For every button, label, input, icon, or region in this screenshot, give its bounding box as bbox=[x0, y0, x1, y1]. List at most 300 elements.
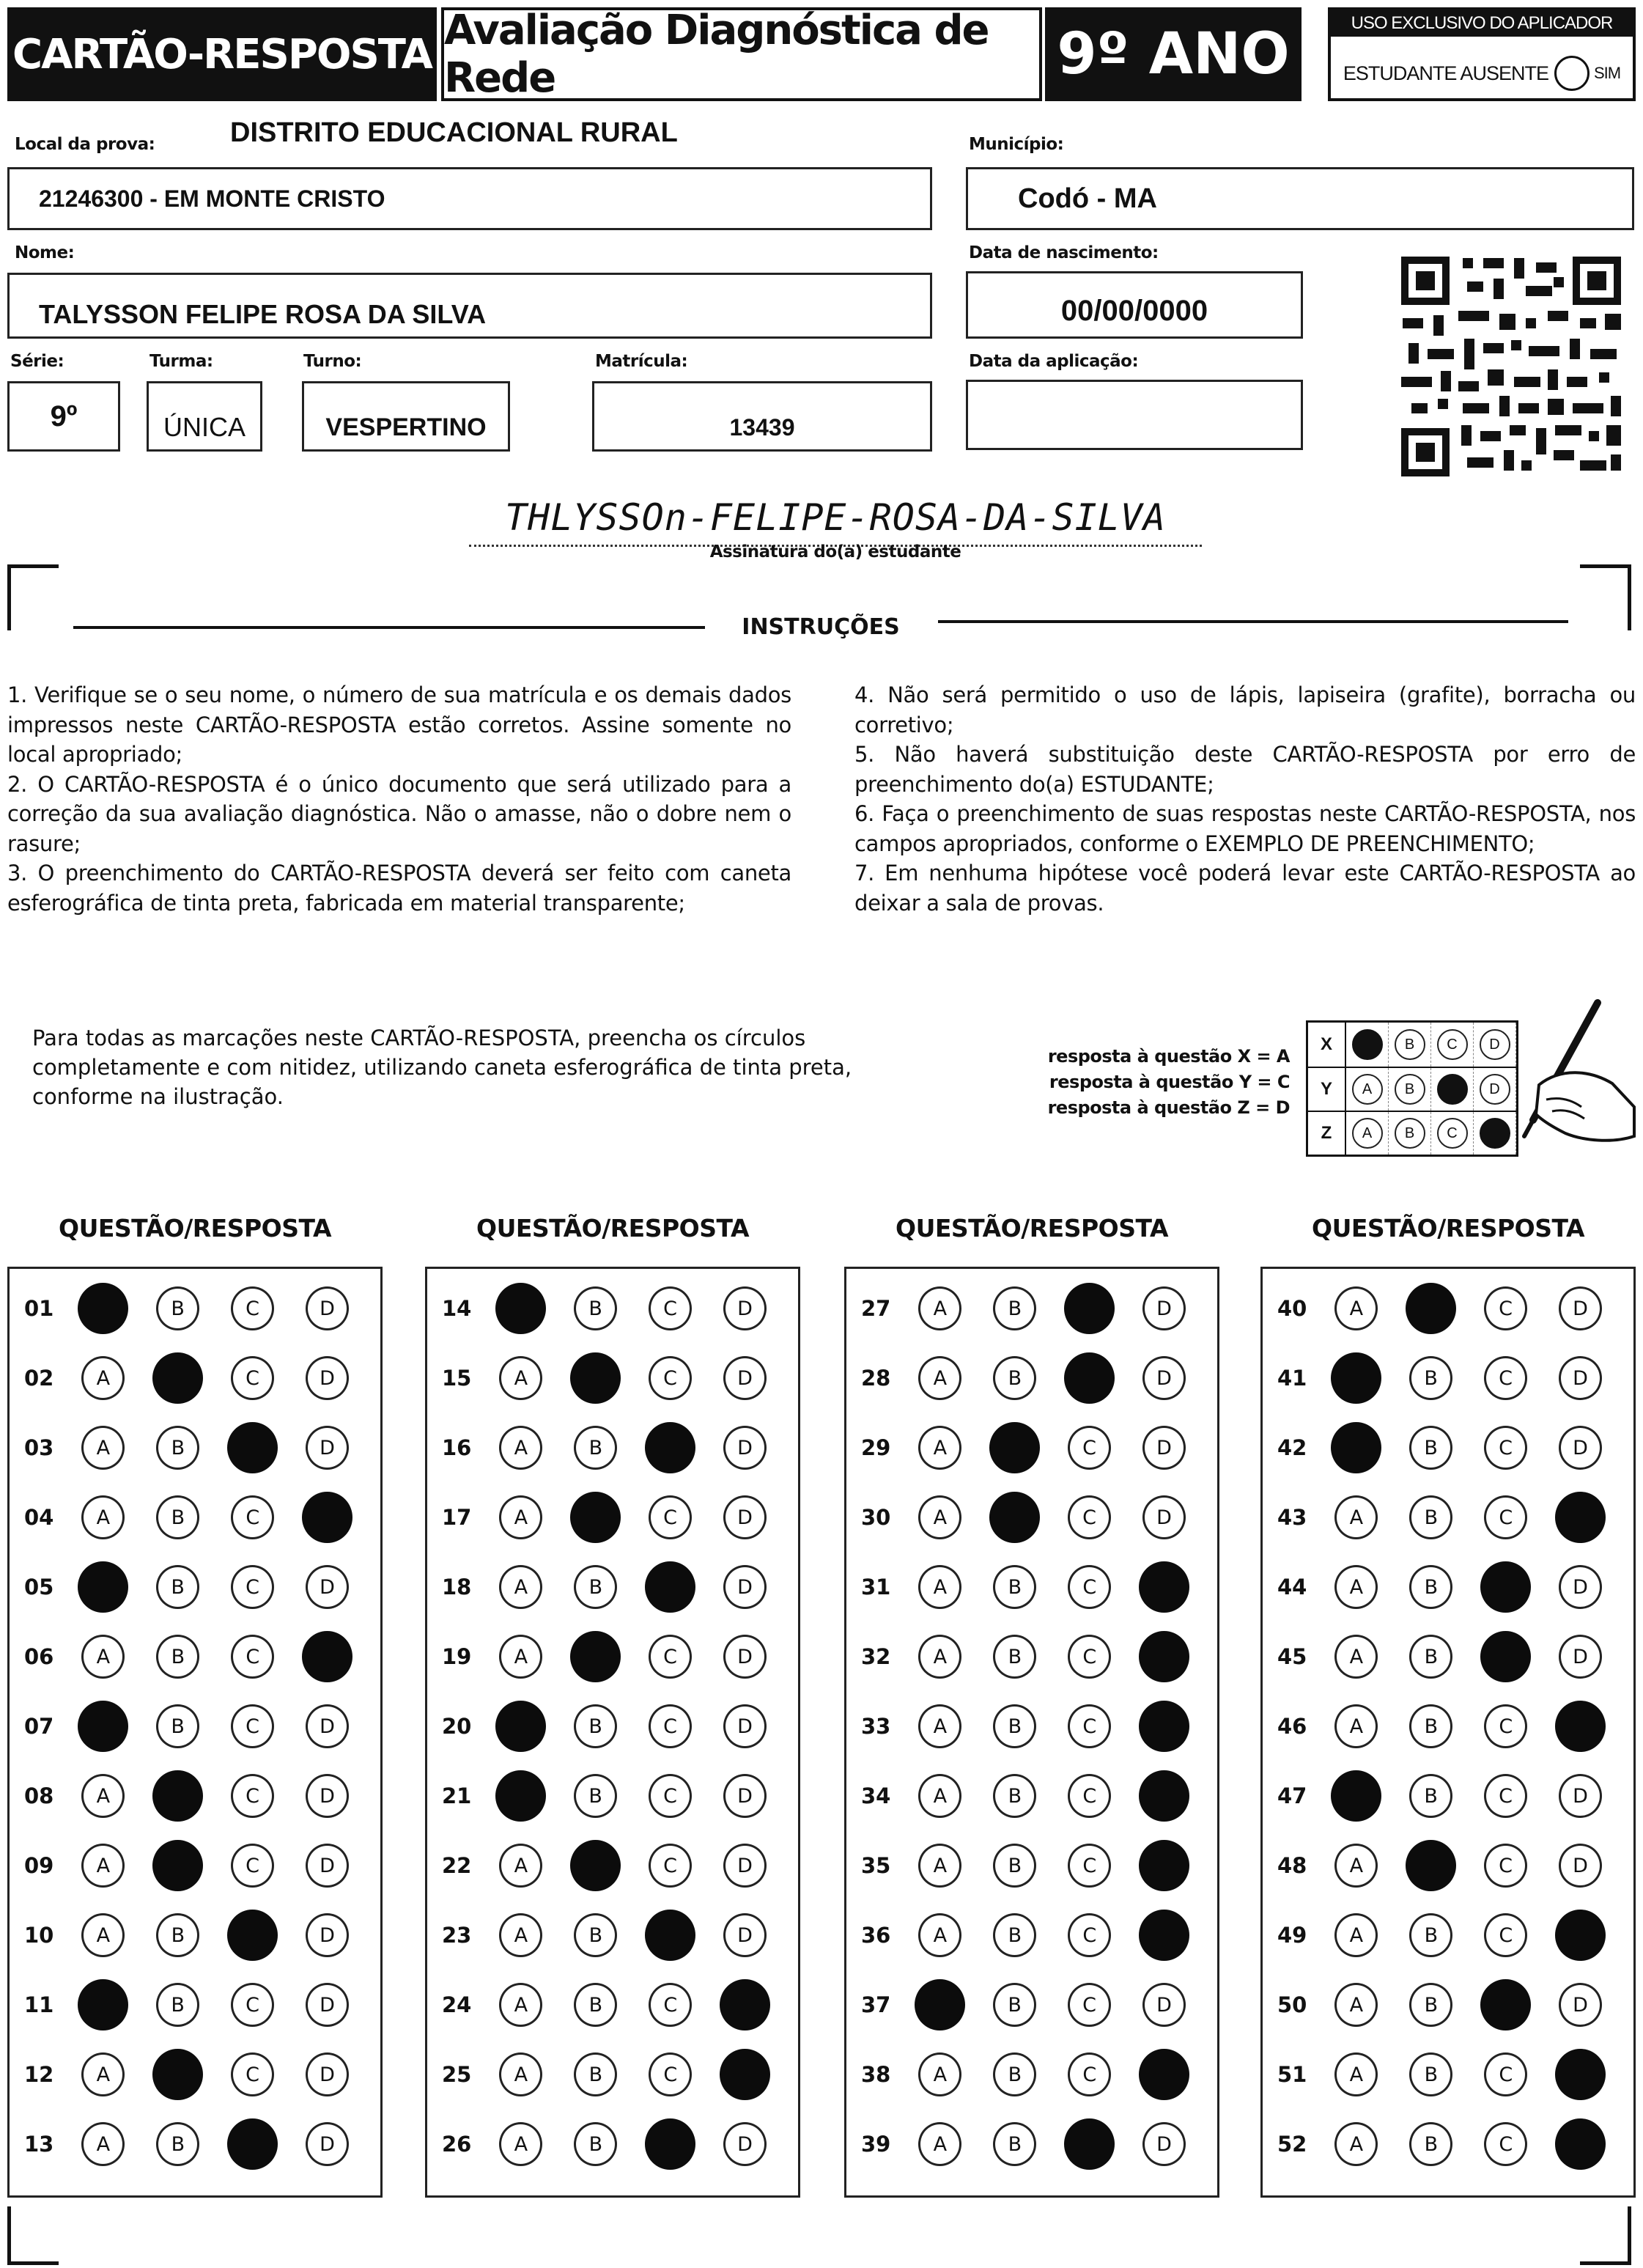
answer-bubble-c[interactable]: C bbox=[231, 1356, 274, 1400]
answer-bubble-b[interactable] bbox=[570, 1840, 621, 1891]
absent-checkbox[interactable] bbox=[1554, 56, 1590, 91]
answer-bubble-c[interactable]: C bbox=[649, 1286, 692, 1330]
question-number: 44 bbox=[1277, 1575, 1307, 1599]
question-number: 09 bbox=[24, 1853, 54, 1878]
answer-bubble-b[interactable] bbox=[570, 1492, 621, 1543]
answer-bubble-d[interactable]: D bbox=[723, 1495, 767, 1539]
answer-bubble-b[interactable]: B bbox=[993, 1356, 1036, 1400]
answer-bubble-a[interactable]: A bbox=[81, 1774, 125, 1818]
answer-bubble-b[interactable] bbox=[152, 1770, 203, 1822]
answer-bubble-a[interactable]: A bbox=[918, 1356, 961, 1400]
answer-bubble-c[interactable]: C bbox=[1068, 1913, 1111, 1957]
answer-bubble-c[interactable]: C bbox=[1484, 2122, 1527, 2166]
answer-bubble-c[interactable] bbox=[227, 2118, 278, 2170]
answer-bubble-c[interactable]: C bbox=[231, 1844, 274, 1888]
aplicacao-field[interactable] bbox=[966, 380, 1303, 450]
card-label: CARTÃO-RESPOSTA bbox=[7, 7, 437, 101]
answer-bubble-a[interactable]: A bbox=[1334, 2052, 1378, 2096]
question-number: 14 bbox=[442, 1296, 472, 1321]
answer-bubble-b[interactable]: B bbox=[1409, 1983, 1452, 2027]
answer-bubble-a[interactable] bbox=[78, 1561, 128, 1613]
answer-bubble-c[interactable]: C bbox=[1068, 1844, 1111, 1888]
question-row bbox=[846, 1558, 1217, 1616]
question-row bbox=[10, 1279, 380, 1338]
example-cell bbox=[1431, 1023, 1474, 1067]
answer-bubble-a[interactable]: A bbox=[1334, 1495, 1378, 1539]
answer-bubble-b[interactable]: B bbox=[993, 1565, 1036, 1609]
answer-bubble-a[interactable]: A bbox=[1334, 1704, 1378, 1748]
answer-bubble-d[interactable]: D bbox=[1559, 1635, 1602, 1679]
answer-bubble-d[interactable]: D bbox=[723, 1426, 767, 1470]
answer-bubble-c[interactable]: C bbox=[1484, 1286, 1527, 1330]
question-row bbox=[1263, 1418, 1633, 1477]
answer-bubble-a[interactable]: A bbox=[81, 1426, 125, 1470]
example-legend-z: resposta à questão Z = D bbox=[1047, 1097, 1290, 1118]
question-row bbox=[1263, 1976, 1633, 2034]
question-row bbox=[10, 2115, 380, 2173]
answer-bubble-a[interactable]: A bbox=[499, 1356, 542, 1400]
question-number: 30 bbox=[861, 1505, 891, 1530]
question-number: 25 bbox=[442, 2062, 472, 2087]
answer-bubble-c[interactable]: C bbox=[1068, 1565, 1111, 1609]
question-number: 27 bbox=[861, 1296, 891, 1321]
example-row bbox=[1308, 1023, 1516, 1067]
instructions-left bbox=[7, 680, 791, 918]
answer-bubble-d[interactable] bbox=[1139, 1840, 1189, 1891]
signature-label: Assinatura do(a) estudante bbox=[709, 542, 961, 562]
example-cell bbox=[1346, 1112, 1389, 1155]
answer-bubble-d[interactable] bbox=[1555, 2118, 1606, 2170]
instructions-divider-left bbox=[73, 626, 705, 629]
answer-bubble-d[interactable]: D bbox=[1142, 1356, 1186, 1400]
answer-bubble-b[interactable] bbox=[570, 1631, 621, 1682]
answer-bubble-d[interactable] bbox=[720, 2049, 770, 2100]
example-legend bbox=[1026, 1044, 1290, 1121]
answer-bubble-d[interactable] bbox=[1139, 1910, 1189, 1961]
answer-bubble-c[interactable]: C bbox=[1068, 2052, 1111, 2096]
answer-bubble-c[interactable] bbox=[1064, 1283, 1115, 1334]
answer-bubble-b[interactable]: B bbox=[1409, 1426, 1452, 1470]
answer-bubble-d[interactable]: D bbox=[1559, 1844, 1602, 1888]
answer-bubble-b[interactable]: B bbox=[574, 2052, 617, 2096]
answer-bubble-b[interactable]: B bbox=[993, 1635, 1036, 1679]
example-cell bbox=[1431, 1068, 1474, 1111]
answer-bubble-d[interactable]: D bbox=[723, 1356, 767, 1400]
answer-bubble-a[interactable]: A bbox=[1334, 1844, 1378, 1888]
question-number: 28 bbox=[861, 1366, 891, 1391]
answer-bubble-b[interactable]: B bbox=[1409, 1704, 1452, 1748]
answer-bubble-d[interactable]: D bbox=[1559, 1356, 1602, 1400]
question-number: 31 bbox=[861, 1575, 891, 1599]
instruction-1: 1. Verifique se o seu nome, o número de sua matrícula e os demais dados impressos neste CARTÃO-RESPOSTA estão corretos. Assine somente no local apropriado; bbox=[7, 682, 791, 767]
answer-bubble-a[interactable]: A bbox=[1334, 1983, 1378, 2027]
answer-bubble-c[interactable]: C bbox=[1484, 1704, 1527, 1748]
question-number: 49 bbox=[1277, 1923, 1307, 1948]
answer-bubble-a[interactable] bbox=[78, 1979, 128, 2030]
answer-bubble-c[interactable]: C bbox=[1484, 1495, 1527, 1539]
answer-bubble-b[interactable] bbox=[152, 2049, 203, 2100]
answer-bubble-d[interactable]: D bbox=[1559, 1426, 1602, 1470]
answer-bubble-b[interactable] bbox=[152, 1840, 203, 1891]
answer-bubble-d[interactable]: D bbox=[723, 1635, 767, 1679]
answer-bubble-c[interactable]: C bbox=[649, 1774, 692, 1818]
answer-bubble-b[interactable]: B bbox=[1409, 2052, 1452, 2096]
answer-bubble-a[interactable]: A bbox=[1334, 1565, 1378, 1609]
answer-bubble-c[interactable] bbox=[645, 1561, 695, 1613]
answer-bubble-d[interactable] bbox=[1555, 1492, 1606, 1543]
answer-bubble-c[interactable]: C bbox=[649, 1356, 692, 1400]
example-bubble-a bbox=[1352, 1029, 1383, 1060]
answer-bubble-d[interactable]: D bbox=[1142, 1495, 1186, 1539]
answer-bubble-d[interactable]: D bbox=[306, 1704, 349, 1748]
answer-bubble-d[interactable]: D bbox=[306, 1565, 349, 1609]
example-row-label: Y bbox=[1308, 1068, 1346, 1111]
answer-bubble-b[interactable]: B bbox=[156, 1635, 199, 1679]
answer-bubble-d[interactable]: D bbox=[1142, 2122, 1186, 2166]
answer-bubble-b[interactable]: B bbox=[156, 1913, 199, 1957]
answer-bubble-a[interactable]: A bbox=[499, 2122, 542, 2166]
answer-bubble-a[interactable] bbox=[78, 1283, 128, 1334]
answer-bubble-a[interactable]: A bbox=[1334, 1286, 1378, 1330]
answer-bubble-b[interactable]: B bbox=[574, 2122, 617, 2166]
answer-bubble-d[interactable]: D bbox=[306, 2122, 349, 2166]
answer-bubble-b[interactable]: B bbox=[993, 2052, 1036, 2096]
answer-bubble-d[interactable] bbox=[1139, 1770, 1189, 1822]
answer-bubble-d[interactable]: D bbox=[306, 1774, 349, 1818]
nome-field[interactable] bbox=[7, 273, 932, 339]
answer-bubble-b[interactable]: B bbox=[1409, 1356, 1452, 1400]
question-number: 45 bbox=[1277, 1644, 1307, 1669]
answer-bubble-c[interactable]: C bbox=[1484, 1774, 1527, 1818]
answer-bubble-a[interactable]: A bbox=[81, 2122, 125, 2166]
answer-bubble-c[interactable]: C bbox=[231, 1565, 274, 1609]
question-row bbox=[10, 1418, 380, 1477]
qr-code-icon bbox=[1397, 252, 1625, 481]
instructions-divider-right bbox=[938, 620, 1568, 623]
example-row-label: Z bbox=[1308, 1112, 1346, 1155]
answer-bubble-a[interactable]: A bbox=[81, 1635, 125, 1679]
answer-bubble-b[interactable]: B bbox=[574, 1913, 617, 1957]
answer-bubble-d[interactable]: D bbox=[306, 1286, 349, 1330]
answer-bubble-d[interactable]: D bbox=[1142, 1286, 1186, 1330]
answer-bubble-a[interactable] bbox=[495, 1770, 546, 1822]
answer-bubble-c[interactable] bbox=[1064, 1352, 1115, 1404]
answer-bubble-d[interactable] bbox=[302, 1492, 352, 1543]
answer-bubble-d[interactable]: D bbox=[1559, 1286, 1602, 1330]
answer-bubble-d[interactable]: D bbox=[306, 1983, 349, 2027]
answer-bubble-c[interactable]: C bbox=[1068, 1495, 1111, 1539]
answer-bubble-c[interactable]: C bbox=[649, 1635, 692, 1679]
question-row bbox=[427, 1697, 798, 1756]
answer-bubble-c[interactable] bbox=[1480, 1979, 1531, 2030]
absent-row bbox=[1331, 51, 1633, 95]
question-row bbox=[10, 1349, 380, 1407]
question-number: 34 bbox=[861, 1783, 891, 1808]
question-number: 12 bbox=[24, 2062, 54, 2087]
answer-bubble-d[interactable]: D bbox=[723, 1286, 767, 1330]
answer-bubble-b[interactable]: B bbox=[1409, 2122, 1452, 2166]
question-number: 11 bbox=[24, 1992, 54, 2017]
example-cell bbox=[1346, 1023, 1389, 1067]
answer-bubble-c[interactable] bbox=[227, 1422, 278, 1473]
exam-title: Avaliação Diagnóstica de Rede bbox=[441, 7, 1042, 101]
answer-bubble-a[interactable] bbox=[1331, 1770, 1381, 1822]
question-number: 50 bbox=[1277, 1992, 1307, 2017]
question-number: 21 bbox=[442, 1783, 472, 1808]
question-number: 51 bbox=[1277, 2062, 1307, 2087]
answer-bubble-c[interactable]: C bbox=[231, 1774, 274, 1818]
answer-bubble-a[interactable]: A bbox=[499, 1844, 542, 1888]
answer-column bbox=[1260, 1267, 1636, 2198]
question-number: 22 bbox=[442, 1853, 472, 1878]
matricula-value: 13439 bbox=[729, 413, 795, 441]
answer-bubble-b[interactable]: B bbox=[1409, 1565, 1452, 1609]
answer-bubble-a[interactable]: A bbox=[918, 1913, 961, 1957]
answer-bubble-c[interactable]: C bbox=[649, 2052, 692, 2096]
answer-bubble-d[interactable] bbox=[1139, 1561, 1189, 1613]
question-row bbox=[846, 1767, 1217, 1825]
answer-bubble-d[interactable]: D bbox=[306, 1844, 349, 1888]
answer-bubble-b[interactable]: B bbox=[156, 1426, 199, 1470]
answer-bubble-b[interactable]: B bbox=[993, 1774, 1036, 1818]
answer-bubble-a[interactable]: A bbox=[1334, 1635, 1378, 1679]
answer-bubble-a[interactable]: A bbox=[499, 2052, 542, 2096]
answer-bubble-d[interactable]: D bbox=[723, 1704, 767, 1748]
answer-bubble-a[interactable]: A bbox=[499, 1983, 542, 2027]
answer-bubble-c[interactable]: C bbox=[1484, 1356, 1527, 1400]
question-number: 05 bbox=[24, 1575, 54, 1599]
question-row bbox=[846, 1627, 1217, 1686]
answer-bubble-c[interactable]: C bbox=[231, 2052, 274, 2096]
municipio-label: Município: bbox=[969, 135, 1064, 154]
answer-bubble-c[interactable] bbox=[645, 2118, 695, 2170]
answer-bubble-a[interactable]: A bbox=[918, 2052, 961, 2096]
answer-bubble-c[interactable]: C bbox=[1484, 1844, 1527, 1888]
answer-bubble-a[interactable]: A bbox=[499, 1635, 542, 1679]
answer-column bbox=[425, 1267, 800, 2198]
answer-bubble-b[interactable] bbox=[152, 1352, 203, 1404]
answer-bubble-d[interactable] bbox=[1139, 1701, 1189, 1752]
answer-bubble-c[interactable]: C bbox=[231, 1983, 274, 2027]
answer-bubble-b[interactable]: B bbox=[574, 1426, 617, 1470]
example-cell bbox=[1431, 1112, 1474, 1155]
answer-bubble-d[interactable]: D bbox=[723, 2122, 767, 2166]
answer-bubble-c[interactable]: C bbox=[649, 1844, 692, 1888]
answer-bubble-b[interactable]: B bbox=[1409, 1635, 1452, 1679]
answer-bubble-d[interactable]: D bbox=[723, 1913, 767, 1957]
answer-bubble-d[interactable]: D bbox=[306, 1356, 349, 1400]
turma-field[interactable] bbox=[147, 381, 262, 452]
answer-bubble-b[interactable]: B bbox=[574, 1565, 617, 1609]
question-row bbox=[846, 1279, 1217, 1338]
answer-bubble-a[interactable] bbox=[495, 1701, 546, 1752]
answer-bubble-c[interactable] bbox=[1480, 1561, 1531, 1613]
turno-field[interactable] bbox=[302, 381, 510, 452]
answer-bubble-b[interactable] bbox=[989, 1422, 1040, 1473]
answer-bubble-c[interactable]: C bbox=[649, 1983, 692, 2027]
answer-bubble-a[interactable]: A bbox=[499, 1565, 542, 1609]
answer-bubble-c[interactable]: C bbox=[231, 1495, 274, 1539]
answer-bubble-b[interactable]: B bbox=[993, 1913, 1036, 1957]
answer-bubble-c[interactable]: C bbox=[1068, 1704, 1111, 1748]
answer-bubble-b[interactable] bbox=[989, 1492, 1040, 1543]
answer-bubble-c[interactable] bbox=[227, 1910, 278, 1961]
question-number: 47 bbox=[1277, 1783, 1307, 1808]
answer-bubble-c[interactable] bbox=[1480, 1631, 1531, 1682]
municipio-field[interactable] bbox=[966, 167, 1634, 230]
absent-option: SIM bbox=[1593, 64, 1621, 82]
instruction-7: 7. Em nenhuma hipótese você poderá levar este CARTÃO-RESPOSTA ao deixar a sala de provas. bbox=[854, 861, 1636, 916]
answer-bubble-a[interactable]: A bbox=[918, 1426, 961, 1470]
turma-value: ÚNICA bbox=[163, 412, 245, 442]
answer-bubble-b[interactable]: B bbox=[156, 2122, 199, 2166]
question-row bbox=[10, 1488, 380, 1547]
answer-bubble-a[interactable]: A bbox=[918, 2122, 961, 2166]
answer-bubble-d[interactable] bbox=[720, 1979, 770, 2030]
answer-bubble-d[interactable] bbox=[1555, 1701, 1606, 1752]
answer-bubble-a[interactable]: A bbox=[81, 1495, 125, 1539]
answer-bubble-a[interactable]: A bbox=[1334, 2122, 1378, 2166]
answer-bubble-d[interactable]: D bbox=[306, 2052, 349, 2096]
serie-label: Série: bbox=[10, 352, 64, 371]
question-row bbox=[427, 1767, 798, 1825]
answer-bubble-a[interactable]: A bbox=[81, 2052, 125, 2096]
answer-bubble-a[interactable]: A bbox=[918, 1565, 961, 1609]
answer-bubble-a[interactable]: A bbox=[499, 1913, 542, 1957]
answer-bubble-d[interactable]: D bbox=[306, 1913, 349, 1957]
answer-bubble-c[interactable]: C bbox=[649, 1704, 692, 1748]
answer-bubble-b[interactable]: B bbox=[156, 1565, 199, 1609]
answer-bubble-d[interactable] bbox=[1555, 1910, 1606, 1961]
question-number: 10 bbox=[24, 1923, 54, 1948]
answer-bubble-a[interactable]: A bbox=[1334, 1913, 1378, 1957]
question-number: 17 bbox=[442, 1505, 472, 1530]
corner-mark-bottom-left bbox=[7, 2206, 59, 2265]
serie-field[interactable] bbox=[7, 381, 120, 452]
question-row bbox=[846, 1976, 1217, 2034]
answer-bubble-b[interactable]: B bbox=[574, 1286, 617, 1330]
answer-bubble-c[interactable]: C bbox=[1068, 1635, 1111, 1679]
answer-bubble-b[interactable]: B bbox=[574, 1774, 617, 1818]
answer-bubble-c[interactable]: C bbox=[1068, 1774, 1111, 1818]
answer-bubble-b[interactable]: B bbox=[993, 1704, 1036, 1748]
applicator-box bbox=[1328, 7, 1636, 101]
student-signature[interactable]: THLYSSOn-FELIPE-ROSA-DA-SILVA bbox=[469, 488, 1202, 547]
answer-bubble-c[interactable] bbox=[645, 1910, 695, 1961]
question-number: 07 bbox=[24, 1714, 54, 1739]
answer-bubble-a[interactable]: A bbox=[918, 1844, 961, 1888]
answer-bubble-d[interactable] bbox=[1555, 2049, 1606, 2100]
answer-column-title: QUESTÃO/RESPOSTA bbox=[476, 1214, 749, 1242]
example-row bbox=[1308, 1111, 1516, 1155]
answer-bubble-a[interactable]: A bbox=[81, 1356, 125, 1400]
answer-bubble-b[interactable]: B bbox=[156, 1704, 199, 1748]
answer-bubble-b[interactable]: B bbox=[1409, 1913, 1452, 1957]
answer-bubble-d[interactable]: D bbox=[723, 1844, 767, 1888]
answer-bubble-d[interactable]: D bbox=[1559, 1774, 1602, 1818]
answer-bubble-b[interactable]: B bbox=[156, 1983, 199, 2027]
answer-bubble-c[interactable]: C bbox=[1068, 1983, 1111, 2027]
answer-bubble-a[interactable]: A bbox=[918, 1704, 961, 1748]
example-bubble-a: A bbox=[1352, 1118, 1383, 1149]
answer-bubble-d[interactable]: D bbox=[723, 1774, 767, 1818]
question-row bbox=[427, 1418, 798, 1477]
answer-bubble-d[interactable]: D bbox=[1142, 1983, 1186, 2027]
answer-bubble-d[interactable]: D bbox=[1142, 1426, 1186, 1470]
answer-bubble-b[interactable]: B bbox=[574, 1983, 617, 2027]
answer-bubble-a[interactable]: A bbox=[499, 1495, 542, 1539]
answer-bubble-a[interactable] bbox=[1331, 1422, 1381, 1473]
answer-bubble-b[interactable] bbox=[570, 1352, 621, 1404]
answer-bubble-a[interactable]: A bbox=[81, 1844, 125, 1888]
local-field[interactable] bbox=[7, 167, 932, 230]
answer-bubble-b[interactable] bbox=[1406, 1840, 1456, 1891]
corner-mark-top-right bbox=[1580, 564, 1631, 630]
question-number: 41 bbox=[1277, 1366, 1307, 1391]
answer-bubble-c[interactable]: C bbox=[649, 1495, 692, 1539]
answer-bubble-c[interactable]: C bbox=[231, 1286, 274, 1330]
answer-bubble-d[interactable]: D bbox=[306, 1426, 349, 1470]
answer-bubble-a[interactable] bbox=[1331, 1352, 1381, 1404]
answer-bubble-c[interactable]: C bbox=[231, 1635, 274, 1679]
question-number: 48 bbox=[1277, 1853, 1307, 1878]
answer-bubble-a[interactable]: A bbox=[81, 1913, 125, 1957]
answer-bubble-d[interactable]: D bbox=[1559, 1565, 1602, 1609]
answer-bubble-b[interactable] bbox=[1406, 1283, 1456, 1334]
answer-bubble-d[interactable]: D bbox=[1559, 1983, 1602, 2027]
answer-bubble-c[interactable]: C bbox=[1484, 2052, 1527, 2096]
answer-bubble-c[interactable]: C bbox=[1068, 1426, 1111, 1470]
answer-bubble-a[interactable] bbox=[915, 1979, 965, 2030]
question-number: 29 bbox=[861, 1435, 891, 1460]
answer-bubble-b[interactable]: B bbox=[1409, 1495, 1452, 1539]
answer-bubble-d[interactable] bbox=[302, 1631, 352, 1682]
answer-column-title: QUESTÃO/RESPOSTA bbox=[1312, 1214, 1584, 1242]
answer-bubble-c[interactable]: C bbox=[231, 1704, 274, 1748]
answer-bubble-d[interactable]: D bbox=[723, 1565, 767, 1609]
question-row bbox=[10, 1767, 380, 1825]
answer-bubble-b[interactable]: B bbox=[156, 1286, 199, 1330]
answer-bubble-d[interactable] bbox=[1139, 2049, 1189, 2100]
answer-bubble-b[interactable]: B bbox=[574, 1704, 617, 1748]
answer-bubble-d[interactable] bbox=[1139, 1631, 1189, 1682]
nascimento-field[interactable] bbox=[966, 271, 1303, 339]
answer-bubble-c[interactable] bbox=[1064, 2118, 1115, 2170]
answer-bubble-a[interactable]: A bbox=[918, 1286, 961, 1330]
example-grid bbox=[1306, 1020, 1518, 1157]
example-bubble-c bbox=[1437, 1074, 1468, 1105]
answer-bubble-b[interactable]: B bbox=[993, 1844, 1036, 1888]
answer-bubble-b[interactable]: B bbox=[156, 1495, 199, 1539]
answer-bubble-a[interactable]: A bbox=[918, 1774, 961, 1818]
answer-bubble-a[interactable] bbox=[78, 1701, 128, 1752]
answer-bubble-a[interactable]: A bbox=[499, 1426, 542, 1470]
answer-bubble-b[interactable]: B bbox=[993, 1983, 1036, 2027]
answer-bubble-b[interactable]: B bbox=[1409, 1774, 1452, 1818]
question-number: 19 bbox=[442, 1644, 472, 1669]
answer-bubble-a[interactable]: A bbox=[918, 1495, 961, 1539]
answer-bubble-c[interactable]: C bbox=[1484, 1426, 1527, 1470]
matricula-field[interactable] bbox=[592, 381, 932, 452]
answer-bubble-b[interactable]: B bbox=[993, 2122, 1036, 2166]
example-bubble-b: B bbox=[1395, 1074, 1425, 1105]
answer-bubble-a[interactable]: A bbox=[918, 1635, 961, 1679]
answer-bubble-c[interactable] bbox=[645, 1422, 695, 1473]
serie-value: 9º bbox=[50, 400, 78, 432]
answer-bubble-b[interactable]: B bbox=[993, 1286, 1036, 1330]
answer-bubble-c[interactable]: C bbox=[1484, 1913, 1527, 1957]
answer-bubble-a[interactable] bbox=[495, 1283, 546, 1334]
